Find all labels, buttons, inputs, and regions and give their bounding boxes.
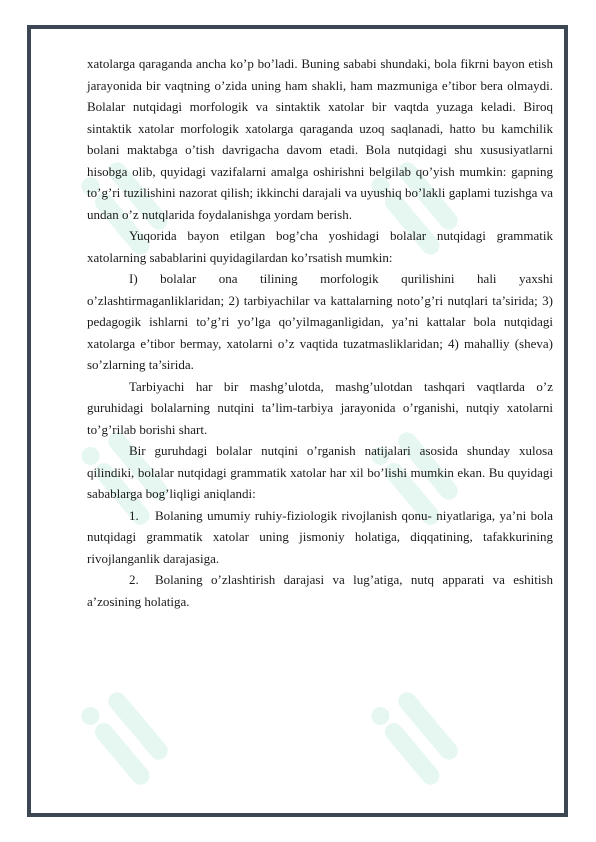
paragraph-3: I) bolalar ona tilining morfologik qurilishini hali yaxshi o’zlashtirmaganliklaridan; 2) tarbiyachilar va kattalarning noto’g’ri nutqlari ta’sirida; 3) pedagogik ishlarni to’g’ri yo’lga qo’yilmaganligidan, ya’ni kattalar bola nutqidagi xatolarga e’tibor bermay, xatolarni o’z vaqtida tuzatmasliklaridan; 4) mahalliy (sheva) so’zlarning ta’sirida.: [87, 271, 553, 372]
list-item-number: 1.: [129, 507, 139, 523]
list-item-text: Bolaning umumiy ruhiy-fiziologik rivojlanish qonu- niyatlariga, ya’ni bola nutqidagi grammatik xatolar uning jismoniy holatiga, diqqatining, tafakkurining rivojlanganlik darajasiga.: [87, 507, 553, 566]
list-item: [87, 569, 553, 612]
paragraph-2: Yuqorida bayon etilgan bog’cha yoshidagi bolalar nutqidagi grammatik xatolarning sabablarini quyidagilardan ko’rsatish mumkin:: [87, 228, 553, 265]
list-item-number: 2.: [129, 572, 139, 587]
list-item-text: Bolaning o’zlashtirish darajasi va lug’atiga, nutq apparati va eshitish a’zosining holatiga.: [87, 572, 553, 609]
list-item: [87, 505, 553, 570]
document-body: [87, 53, 553, 612]
paragraph-5: Bir guruhdagi bolalar nutqini o’rganish natijalari asosida shunday xulosa qilindiki, bolalar nutqidagi grammatik xatolar har xil bo’lishi mumkin ekan. Bu quyidagi sabablarga bog’liqligi aniqlandi:: [87, 443, 553, 501]
paragraph-4: Tarbiyachi har bir mashg’ulotda, mashg’ulotdan tashqari vaqtlarda o’z guruhidagi bolalarning nutqini ta’lim-tarbiya jarayonida o’rganishi, nutqiy xatolarni to’g’rilab borishi shart.: [87, 378, 553, 437]
paragraph-1: xatolarga qaraganda ancha ko’p bo’ladi. Buning sababi shundaki, bola fikrni bayon etish jarayonida bir vaqtning o’zida uning ham shakli, ham mazmuniga e’tibor bera olmaydi. Bolalar nutqidagi morfologik va sintaktik xatolar bir vaqtda yuzaga keladi. Biroq sintaktik xatolar morfologik xatolarga qaraganda uzoq saqlanadi, hatto bu kamchilik bolani maktabga o’tish davrigacha davom etadi. Bola nutqidagi shu xususiyatlarni hisobga olib, quyidagi vazifalarni amalga oshirishni belgilab qo’yish mumkin: gapning to’g’ri tuzilishini nazorat qilish; ikkinchi darajali va uyushiq bo’lakli gaplami tuzishga va undan o’z nutqlarida foydalanishga yordam berish.: [87, 56, 553, 222]
